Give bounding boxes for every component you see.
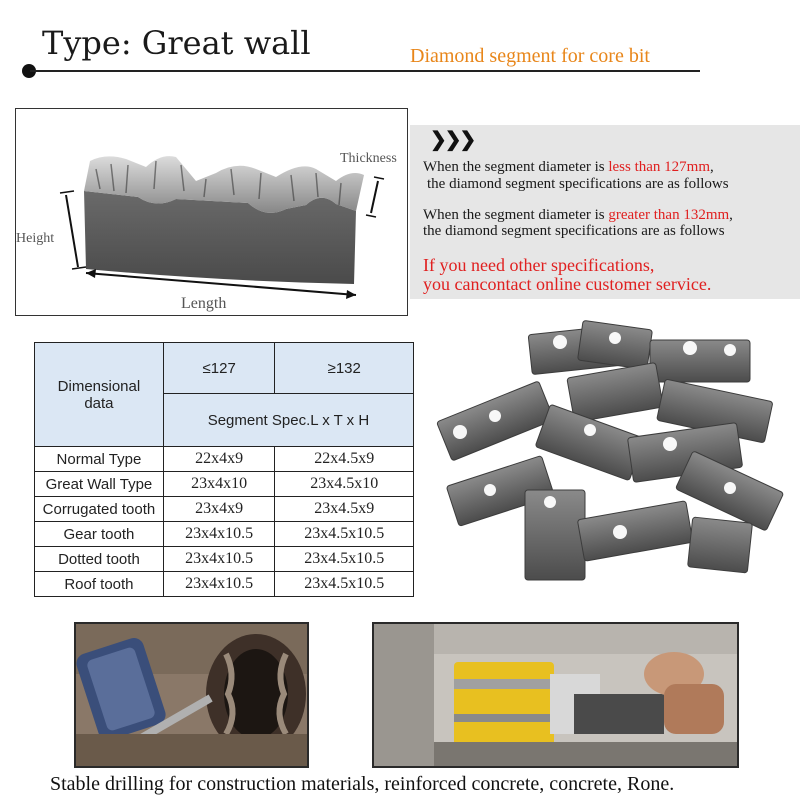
thickness-label: Thickness [340,151,397,166]
segment-illustration [16,109,407,315]
info-line-1 [423,159,714,176]
table-col-header-127: ≤127 [163,343,275,394]
table-cell-127: 23x4x9 [163,497,275,522]
table-row-label: Great Wall Type [35,472,164,497]
info-line-3 [423,207,733,224]
table-corner-header: Dimensional data [35,343,164,447]
table-cell-127: 23x4x10.5 [163,572,275,597]
info-line-4: the diamond segment specifications are as follows [423,223,725,239]
info-line-1-text: When the segment diameter is [423,159,609,175]
info-line-2: the diamond segment specifications are as follows [427,176,729,192]
length-label: Length [181,295,227,312]
info-line-3-text: When the segment diameter is [423,207,609,223]
page-subtitle: Diamond segment for core bit [410,45,650,67]
table-row [35,547,414,572]
segment-info-panel [410,125,800,299]
info-line-1-punct: , [710,159,714,175]
segment-dimension-diagram [15,108,408,316]
contact-line-1: If you need other specifications, [423,255,655,275]
arrow-icon: ❯❯❯ [430,129,475,151]
table-cell-132: 23x4.5x10.5 [275,522,414,547]
table-cell-127: 22x4x9 [163,447,275,472]
table-row-label: Normal Type [35,447,164,472]
table-row [35,497,414,522]
table-cell-132: 23x4.5x10 [275,472,414,497]
info-line-3-punct: , [729,207,733,223]
contact-line-2: you cancontact online customer service. [423,274,712,294]
page-title: Type: Great wall [42,24,311,62]
drilling-scene-left [76,624,307,766]
segment-pile-image [430,320,790,590]
table-cell-132: 23x4.5x10.5 [275,572,414,597]
table-row-label: Gear tooth [35,522,164,547]
height-label: Height [16,231,55,246]
table-spec-header: Segment Spec.L x T x H [163,394,413,447]
table-row [35,522,414,547]
table-cell-132: 22x4.5x9 [275,447,414,472]
table-row-label: Roof tooth [35,572,164,597]
table-row-label: Corrugated tooth [35,497,164,522]
table-cell-132: 23x4.5x10.5 [275,547,414,572]
table-col-header-132: ≥132 [275,343,414,394]
table-row [35,472,414,497]
spec-table [34,342,414,597]
table-cell-127: 23x4x10.5 [163,547,275,572]
table-cell-127: 23x4x10 [163,472,275,497]
table-row [35,447,414,472]
table-cell-127: 23x4x10.5 [163,522,275,547]
drilling-scene-right [374,624,737,766]
drilling-photo-left [74,622,309,768]
drilling-photo-right [372,622,739,768]
info-line-1-highlight: less than 127mm [608,159,711,175]
header-divider [30,70,700,72]
info-line-3-highlight: greater than 132mm [608,207,730,223]
bottom-caption: Stable drilling for construction materials, reinforced concrete, concrete, Rone. [50,773,675,795]
table-cell-132: 23x4.5x9 [275,497,414,522]
table-row-label: Dotted tooth [35,547,164,572]
table-row [35,572,414,597]
